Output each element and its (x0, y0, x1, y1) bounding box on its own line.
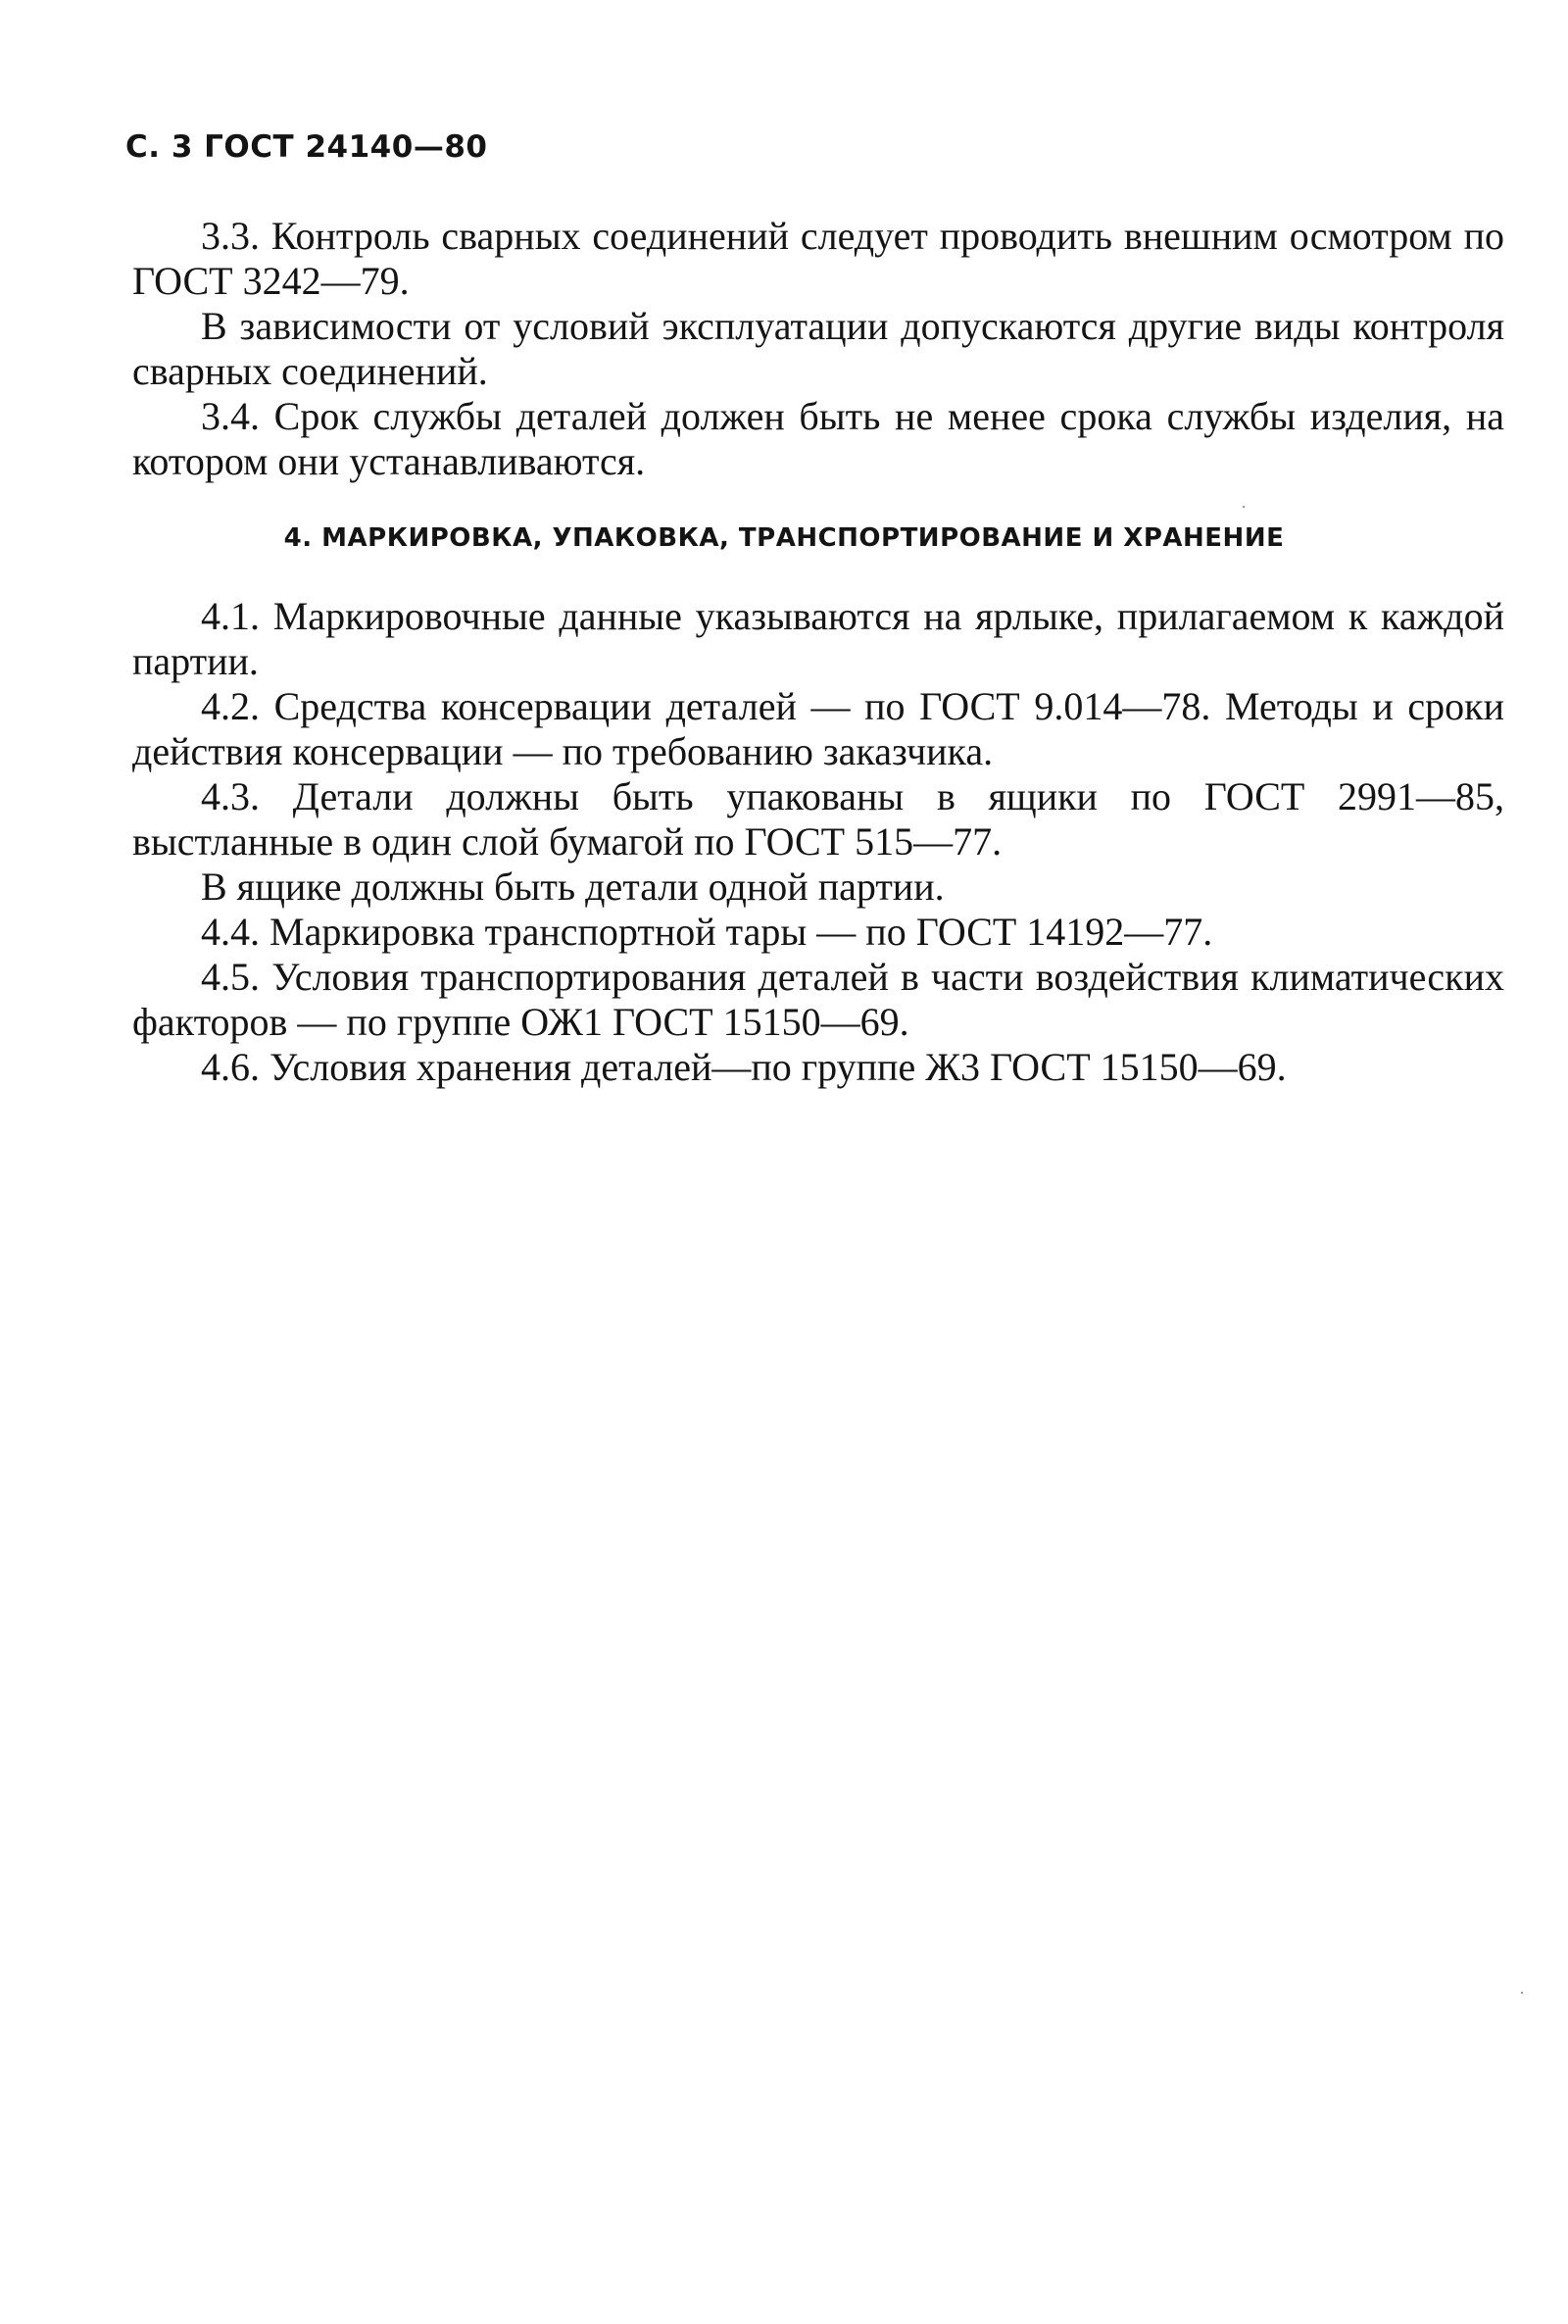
paragraph-4-6: 4.6. Условия хранения деталей—по группе Ж3 ГОСТ 15150—69. (201, 1045, 1287, 1089)
paragraph-4-2: 4.2. Средства консервации деталей — по ГОСТ 9.014—78. Методы и сроки действия консервации — по требованию заказчика. (132, 684, 1504, 773)
paragraph-4-3-note: В ящике должны быть детали одной партии. (201, 865, 945, 909)
paragraph-3-3: 3.3. Контроль сварных соединений следует проводить внешним осмотром по ГОСТ 3242—79. (132, 214, 1504, 303)
section-4-heading: 4. МАРКИРОВКА, УПАКОВКА, ТРАНСПОРТИРОВАНИЕ И ХРАНЕНИЕ (283, 523, 1285, 553)
paragraph-4-1: 4.1. Маркировочные данные указываются на ярлыке, прилагаемом к каждой партии. (132, 594, 1504, 683)
paragraph-3-3-note: В зависимости от условий эксплуатации допускаются другие виды контроля сварных соединений. (132, 304, 1504, 393)
section-3-text (132, 214, 1504, 484)
paragraph-4-5: 4.5. Условия транспортирования деталей в части воздействия климатических факторов — по группе ОЖ1 ГОСТ 15150—69. (132, 955, 1504, 1044)
scan-speck (1521, 1992, 1523, 1994)
scan-speck (1243, 506, 1245, 508)
running-header: С. 3 ГОСТ 24140—80 (125, 129, 488, 165)
paragraph-4-3: 4.3. Детали должны быть упакованы в ящики по ГОСТ 2991—85, выстланные в один слой бумагой по ГОСТ 515—77. (132, 774, 1504, 864)
section-4-text (132, 594, 1504, 1090)
paragraph-3-4: 3.4. Срок службы деталей должен быть не менее срока службы изделия, на котором они устанавливаются. (132, 394, 1504, 483)
paragraph-4-4: 4.4. Маркировка транспортной тары — по ГОСТ 14192—77. (201, 910, 1213, 954)
